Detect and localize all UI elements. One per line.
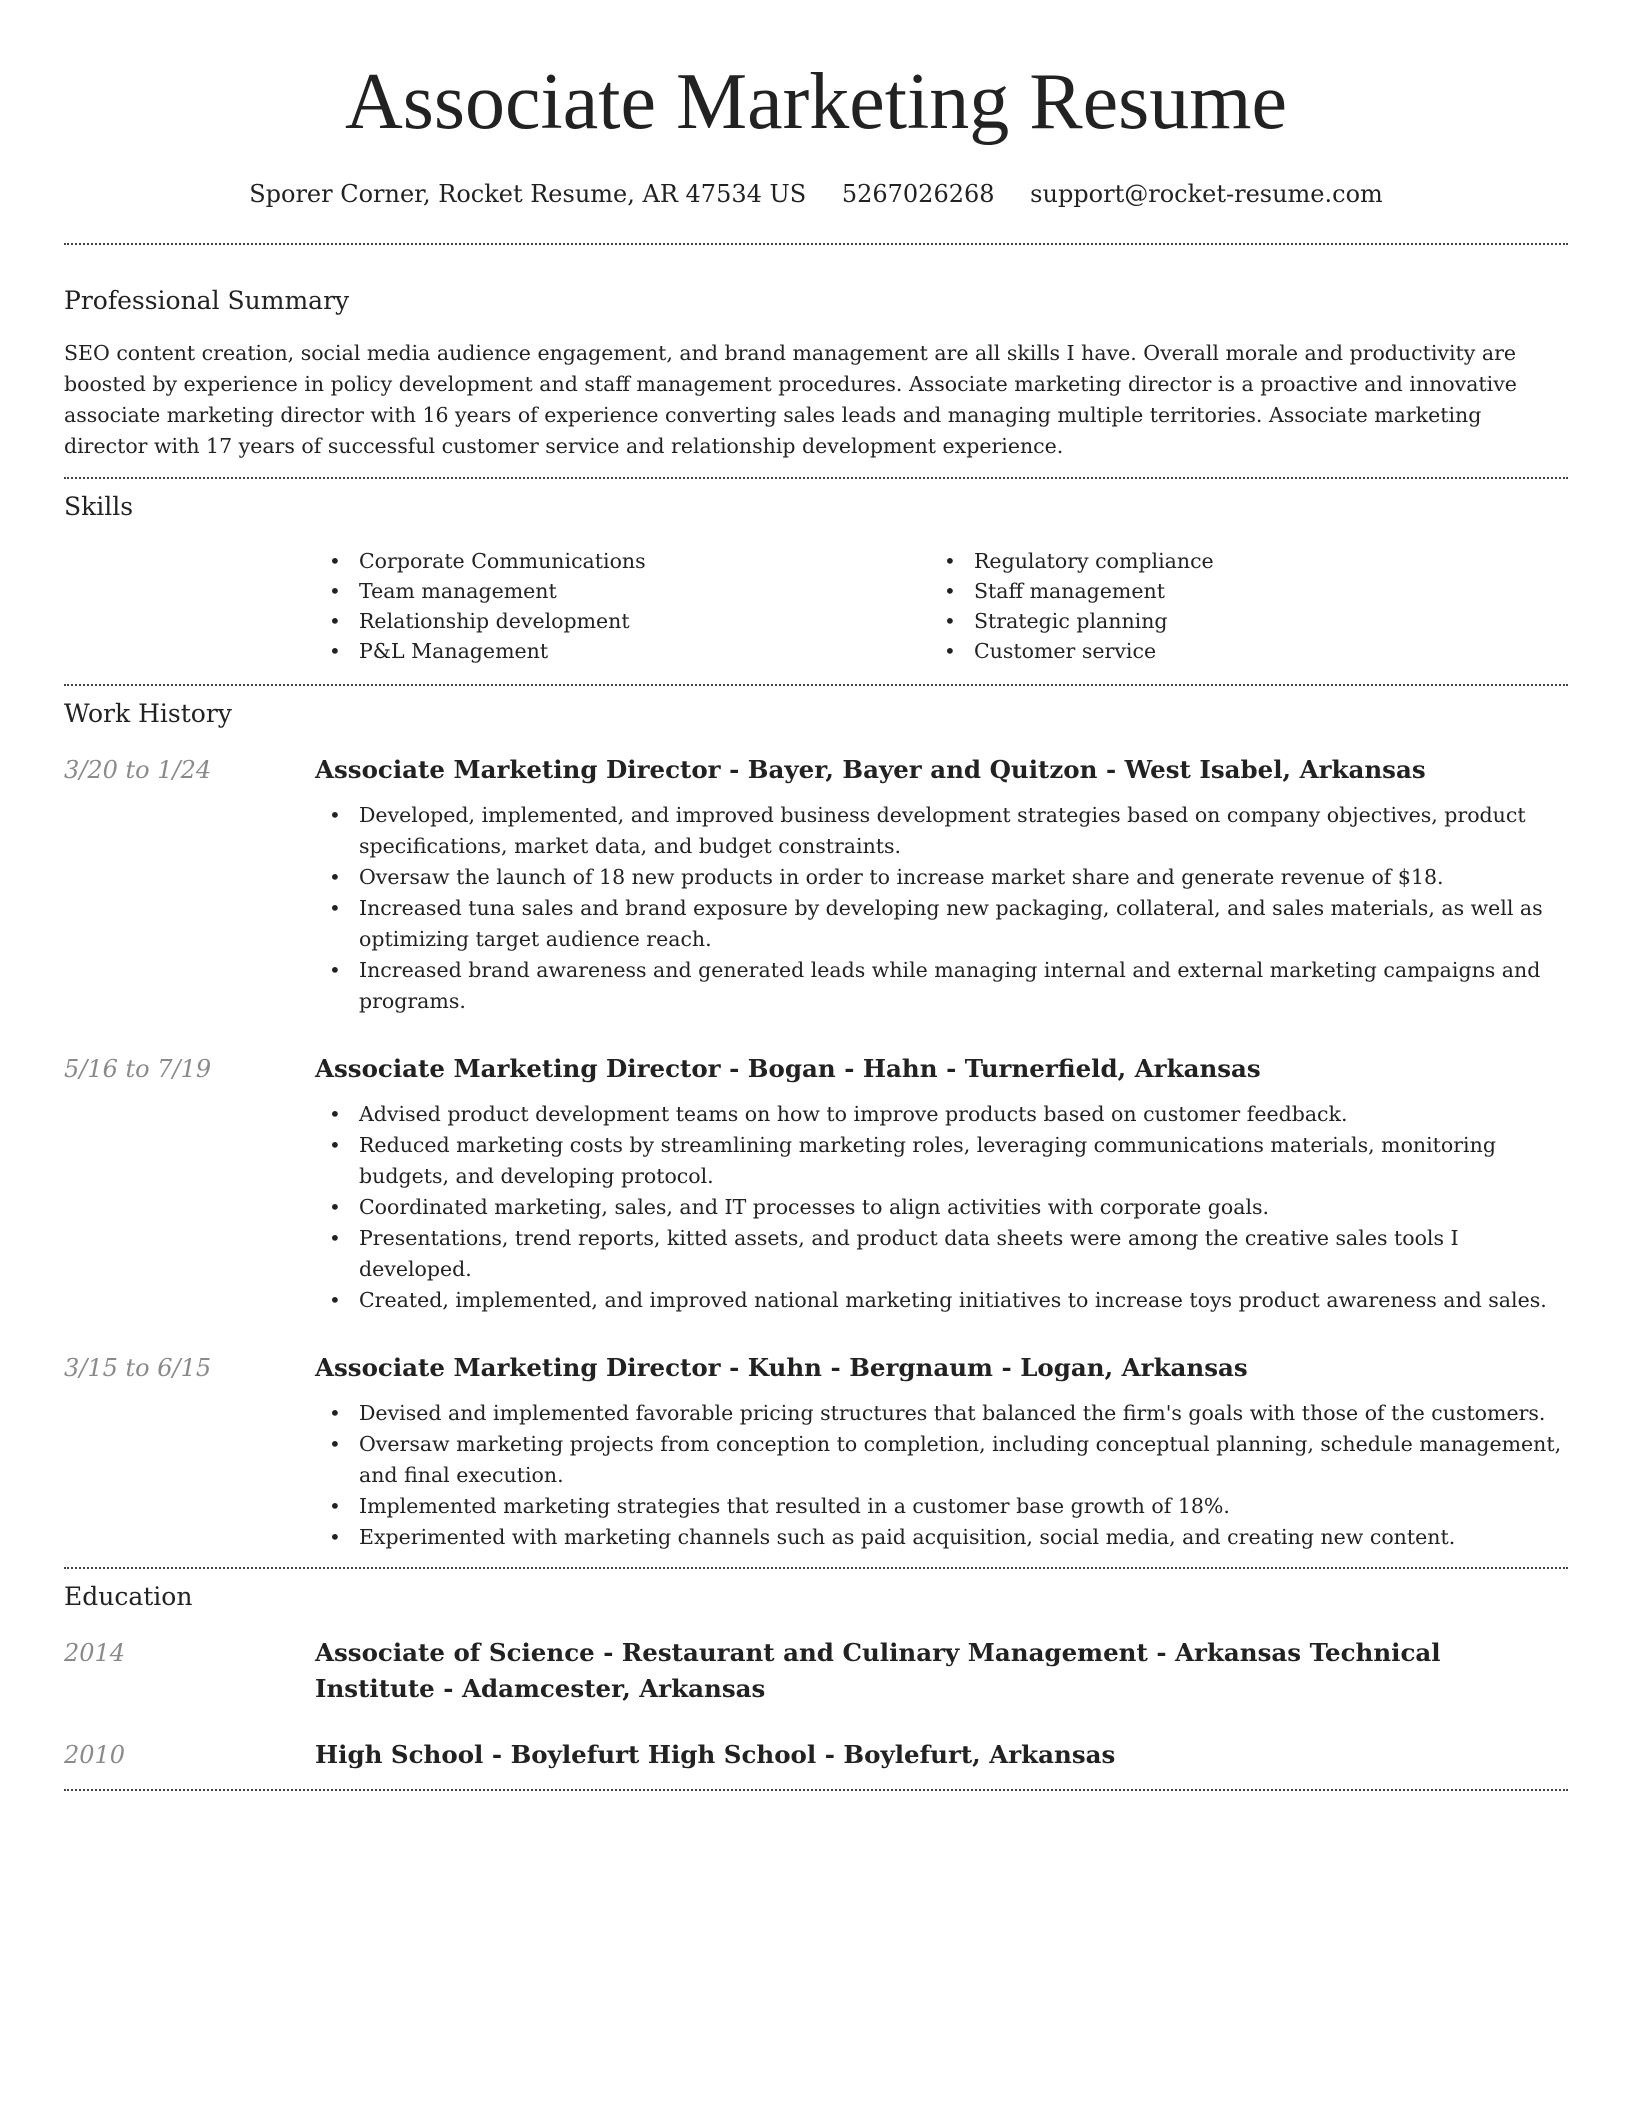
skill-item: • Customer service xyxy=(930,636,1545,666)
duty-item: • Experimented with marketing channels such as paid acquisition, social media, and creating new content. xyxy=(315,1522,1568,1553)
job-dates: 3/15 to 6/15 xyxy=(64,1354,212,1382)
job-body xyxy=(315,752,1568,1017)
education-entry xyxy=(64,1737,1568,1773)
skill-item: • Relationship development xyxy=(315,606,930,636)
contact-email: support@rocket-resume.com xyxy=(1030,180,1383,208)
job-title: Associate Marketing Director - Kuhn - Bergnaum - Logan, Arkansas xyxy=(315,1353,1248,1382)
duty-item: • Oversaw marketing projects from conception to completion, including conceptual planning, schedule management, and final execution. xyxy=(315,1429,1568,1491)
resume-title: Associate Marketing Resume xyxy=(345,58,1287,146)
summary-text: SEO content creation, social media audience engagement, and brand management are all skills I have. Overall morale and productivity are boosted by experience in policy development and staff management procedures. Associate marketing director is a proactive and innovative associate marketing director with 16 years of experience converting sales leads and managing multiple territories. Associate marketing director with 17 years of successful customer service and relationship development experience. xyxy=(64,341,1517,458)
skill-item: • Regulatory compliance xyxy=(930,546,1545,576)
job-dates: 5/16 to 7/19 xyxy=(64,1055,212,1083)
skill-item: • P&L Management xyxy=(315,636,930,666)
job-title: Associate Marketing Director - Bogan - Hahn - Turnerfield, Arkansas xyxy=(315,1054,1261,1083)
duty-item: • Coordinated marketing, sales, and IT processes to align activities with corporate goals. xyxy=(315,1192,1568,1223)
skill-item: • Strategic planning xyxy=(930,606,1545,636)
education-year: 2014 xyxy=(64,1639,126,1667)
summary-section xyxy=(64,245,1568,462)
duty-item: • Implemented marketing strategies that resulted in a customer base growth of 18%. xyxy=(315,1491,1568,1522)
duty-item: • Increased tuna sales and brand exposure by developing new packaging, collateral, and sales materials, as well as optimizing target audience reach. xyxy=(315,893,1568,955)
education-title: Associate of Science - Restaurant and Culinary Management - Arkansas Technical Institute - Adamcester, Arkansas xyxy=(315,1638,1441,1703)
skills-section xyxy=(64,479,1568,666)
duty-item: • Increased brand awareness and generated leads while managing internal and external marketing campaigns and programs. xyxy=(315,955,1568,1017)
job-body xyxy=(315,1350,1568,1553)
divider xyxy=(64,1789,1568,1791)
job-duties xyxy=(315,1099,1568,1316)
job-entry xyxy=(64,1350,1568,1553)
duty-item: • Created, implemented, and improved national marketing initiatives to increase toys product awareness and sales. xyxy=(315,1285,1568,1316)
education-heading: Education xyxy=(64,1582,193,1611)
education-entry xyxy=(64,1635,1568,1707)
education-section xyxy=(64,1569,1568,1773)
job-entry xyxy=(64,752,1568,1017)
skills-list xyxy=(315,546,1568,666)
job-body xyxy=(315,1051,1568,1316)
skills-column-left xyxy=(315,546,930,666)
job-duties xyxy=(315,800,1568,1017)
education-title: High School - Boylefurt High School - Boylefurt, Arkansas xyxy=(315,1740,1116,1769)
job-duties xyxy=(315,1398,1568,1553)
work-heading: Work History xyxy=(64,699,232,728)
duty-item: • Oversaw the launch of 18 new products in order to increase market share and generate revenue of $18. xyxy=(315,862,1568,893)
summary-heading: Professional Summary xyxy=(64,286,350,315)
duty-item: • Advised product development teams on how to improve products based on customer feedback. xyxy=(315,1099,1568,1130)
skill-item: • Staff management xyxy=(930,576,1545,606)
skill-item: • Team management xyxy=(315,576,930,606)
education-year: 2010 xyxy=(64,1741,126,1769)
duty-item: • Developed, implemented, and improved business development strategies based on company objectives, product specifications, market data, and budget constraints. xyxy=(315,800,1568,862)
contact-address: Sporer Corner, Rocket Resume, AR 47534 US xyxy=(249,180,807,208)
duty-item: • Reduced marketing costs by streamlining marketing roles, leveraging communications materials, monitoring budgets, and developing protocol. xyxy=(315,1130,1568,1192)
skills-column-right xyxy=(930,546,1545,666)
duty-item: • Devised and implemented favorable pricing structures that balanced the firm's goals with those of the customers. xyxy=(315,1398,1568,1429)
contact-phone: 5267026268 xyxy=(841,180,995,208)
job-dates: 3/20 to 1/24 xyxy=(64,756,212,784)
duty-item: • Presentations, trend reports, kitted assets, and product data sheets were among the creative sales tools I developed. xyxy=(315,1223,1568,1285)
job-title: Associate Marketing Director - Bayer, Bayer and Quitzon - West Isabel, Arkansas xyxy=(315,755,1426,784)
skills-heading: Skills xyxy=(64,492,134,521)
work-section xyxy=(64,686,1568,1553)
job-entry xyxy=(64,1051,1568,1316)
contact-line xyxy=(64,178,1568,210)
skill-item: • Corporate Communications xyxy=(315,546,930,576)
